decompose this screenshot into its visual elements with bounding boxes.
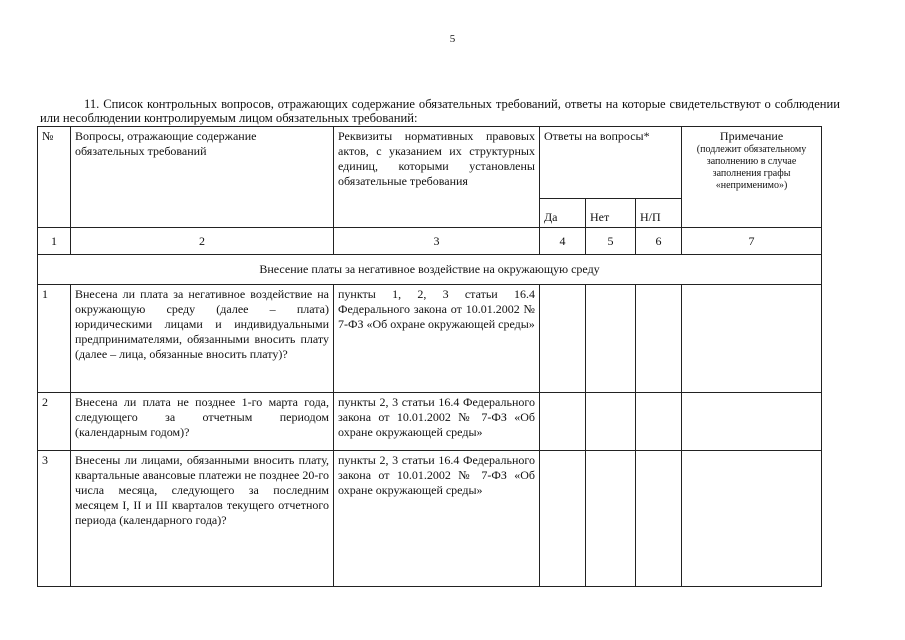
answer-no-cell[interactable] [586, 285, 636, 393]
column-number-5: 5 [586, 228, 636, 255]
intro-paragraph [40, 97, 840, 125]
column-number-6: 6 [636, 228, 682, 255]
column-number-4: 4 [540, 228, 586, 255]
question-text: Внесена ли плата за негативное воздействие на окружающую среду (далее – плата) юридическими лицами и индивидуальными предпринимателями, обязанными вносить плату (далее – лица, обязанные вносить плату)? [71, 285, 334, 393]
header-note-subtitle: (подлежит обязательному заполнению в случае заполнения графы «неприменимо») [696, 144, 807, 191]
answer-na-cell[interactable] [636, 451, 682, 587]
question-text: Внесена ли плата не позднее 1-го марта года, следующего за отчетным периодом (календарным годом)? [71, 393, 334, 451]
row-number: 2 [38, 393, 71, 451]
note-cell[interactable] [682, 393, 822, 451]
intro-text: 11. Список контрольных вопросов, отражающих содержание обязательных требований, ответы на которые свидетельствуют о соблюдении или несоблюдении контролируемым лицом обязательных требований: [40, 97, 840, 125]
header-answers: Ответы на вопросы* [540, 127, 682, 199]
header-note-title: Примечание [719, 129, 784, 143]
column-number-row [38, 228, 822, 255]
header-yes: Да [540, 199, 586, 228]
answer-na-cell[interactable] [636, 393, 682, 451]
row-number: 3 [38, 451, 71, 587]
column-number-3: 3 [334, 228, 540, 255]
header-number: № [38, 127, 71, 228]
header-note [682, 127, 822, 228]
legal-reference: пункты 2, 3 статьи 16.4 Федерального закона от 10.01.2002 № 7-ФЗ «Об охране окружающей среды» [334, 451, 540, 587]
header-na: Н/П [636, 199, 682, 228]
answer-no-cell[interactable] [586, 393, 636, 451]
answer-no-cell[interactable] [586, 451, 636, 587]
question-text: Внесены ли лицами, обязанными вносить плату, квартальные авансовые платежи не позднее 20-го числа месяца, следующего за последним месяцем I, II и III кварталов текущего отчетного периода (календарного года)? [71, 451, 334, 587]
checklist-table [37, 126, 822, 587]
legal-reference: пункты 2, 3 статьи 16.4 Федерального закона от 10.01.2002 № 7-ФЗ «Об охране окружающей среды» [334, 393, 540, 451]
header-questions: Вопросы, отражающие содержание обязательных требований [71, 127, 334, 228]
page-number: 5 [449, 33, 456, 45]
column-number-2: 2 [71, 228, 334, 255]
column-number-1: 1 [38, 228, 71, 255]
table-row [38, 285, 822, 393]
note-cell[interactable] [682, 451, 822, 587]
section-row [38, 255, 822, 285]
answer-yes-cell[interactable] [540, 285, 586, 393]
header-no: Нет [586, 199, 636, 228]
section-title: Внесение платы за негативное воздействие на окружающую среду [38, 255, 822, 285]
column-number-7: 7 [682, 228, 822, 255]
legal-reference: пункты 1, 2, 3 статьи 16.4 Федерального закона от 10.01.2002 № 7-ФЗ «Об охране окружающей среды» [334, 285, 540, 393]
table-row [38, 451, 822, 587]
answer-yes-cell[interactable] [540, 393, 586, 451]
row-number: 1 [38, 285, 71, 393]
note-cell[interactable] [682, 285, 822, 393]
table-row [38, 393, 822, 451]
answer-yes-cell[interactable] [540, 451, 586, 587]
answer-na-cell[interactable] [636, 285, 682, 393]
header-legal-acts: Реквизиты нормативных правовых актов, с указанием их структурных единиц, которыми установлены обязательные требования [334, 127, 540, 228]
header-row [38, 127, 822, 199]
